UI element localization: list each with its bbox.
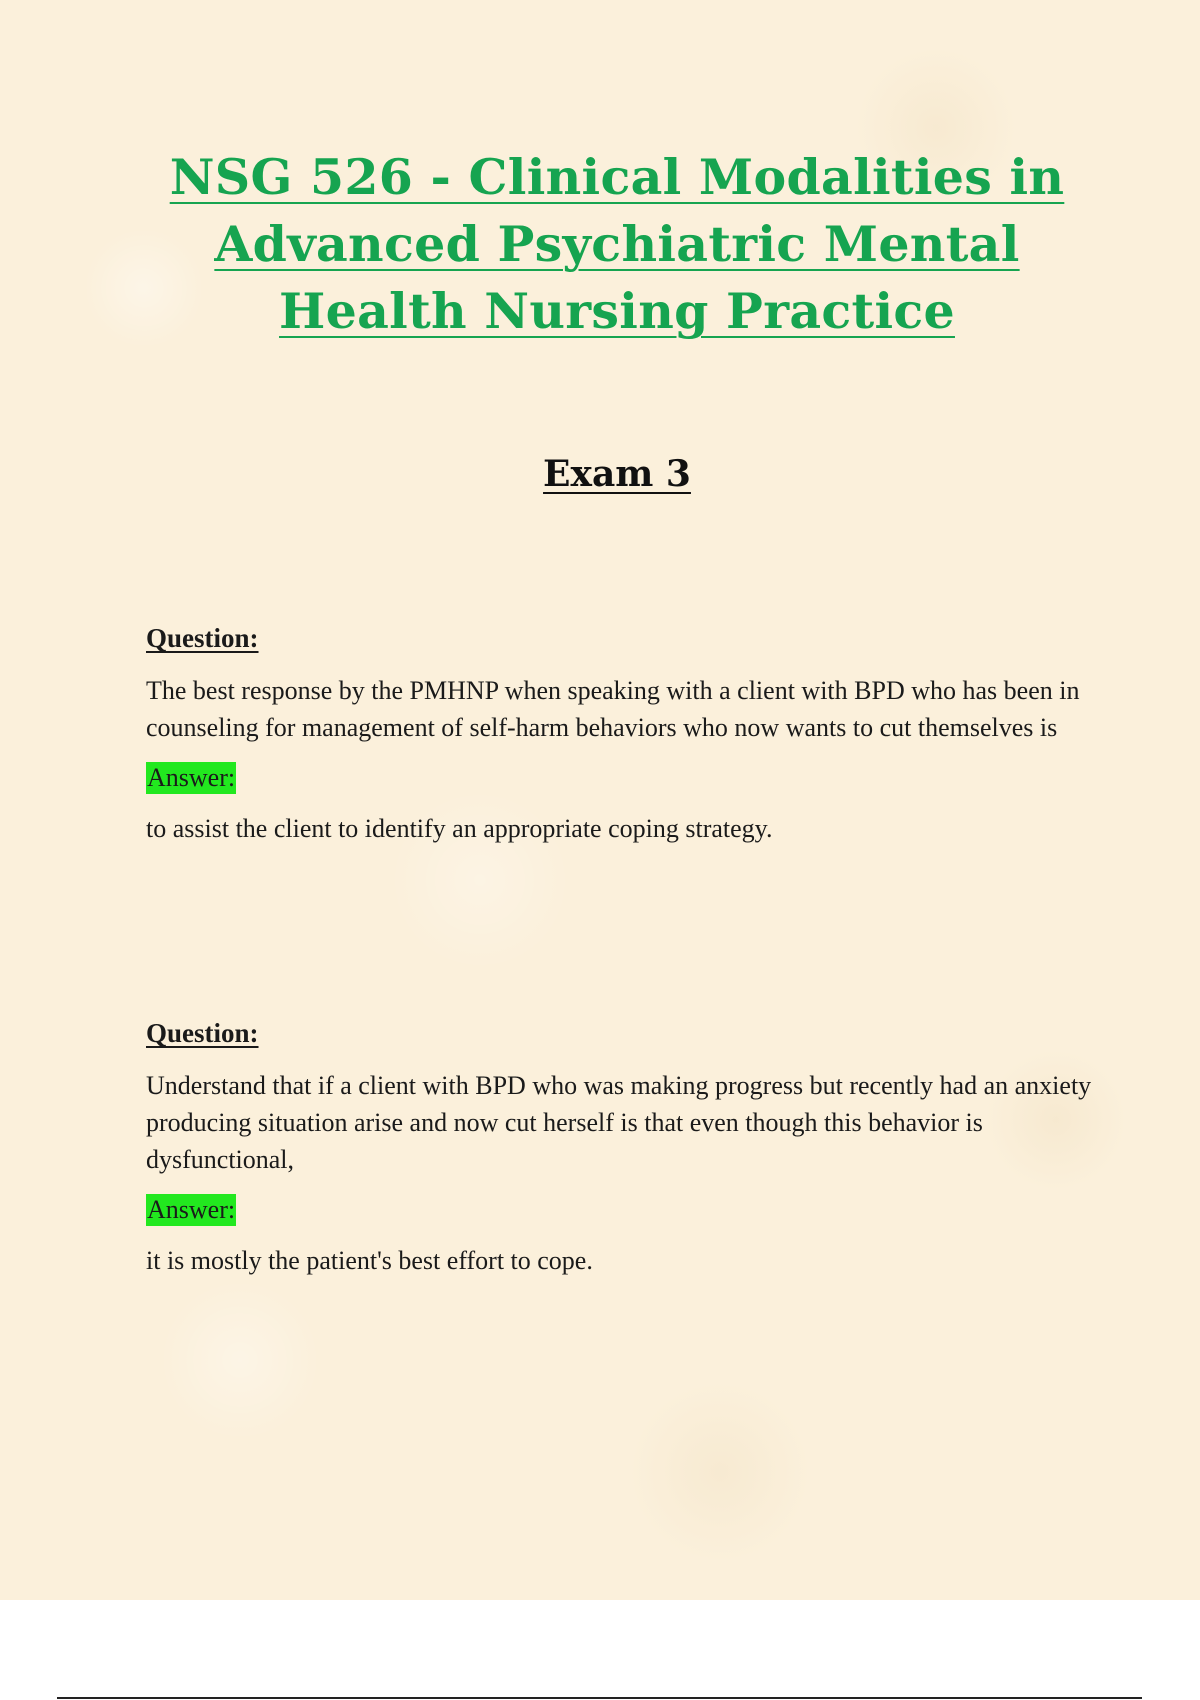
- answer-label: Answer:: [147, 1195, 236, 1224]
- title-line-1: NSG 526 - Clinical Modalities in: [169, 148, 1065, 206]
- question-label: Question:: [146, 623, 259, 653]
- question-label: Question:: [146, 1018, 259, 1048]
- question-text: Understand that if a client with BPD who was making progress but recently had an anxiety producing situation arise and now cut herself is that even though this behavior is dysfunctional,: [146, 1071, 1092, 1174]
- exam-heading: [0, 452, 1200, 496]
- exam-heading-text: Exam 3: [543, 453, 691, 495]
- answer-text: to assist the client to identify an appropriate coping strategy.: [146, 814, 773, 843]
- answer-text: it is mostly the patient's best effort to cope.: [146, 1246, 593, 1275]
- title-line-2: Advanced Psychiatric Mental: [214, 215, 1020, 273]
- footer-divider: [57, 1697, 1142, 1699]
- qa-item-1: [146, 622, 1096, 847]
- answer-label: Answer:: [147, 763, 236, 792]
- question-text: The best response by the PMHNP when speaking with a client with BPD who has been in counseling for management of self-harm behaviors who now wants to cut themselves is: [146, 676, 1080, 742]
- document-title: [130, 144, 1104, 345]
- title-line-3: Health Nursing Practice: [279, 282, 955, 340]
- qa-item-2: [146, 1017, 1096, 1279]
